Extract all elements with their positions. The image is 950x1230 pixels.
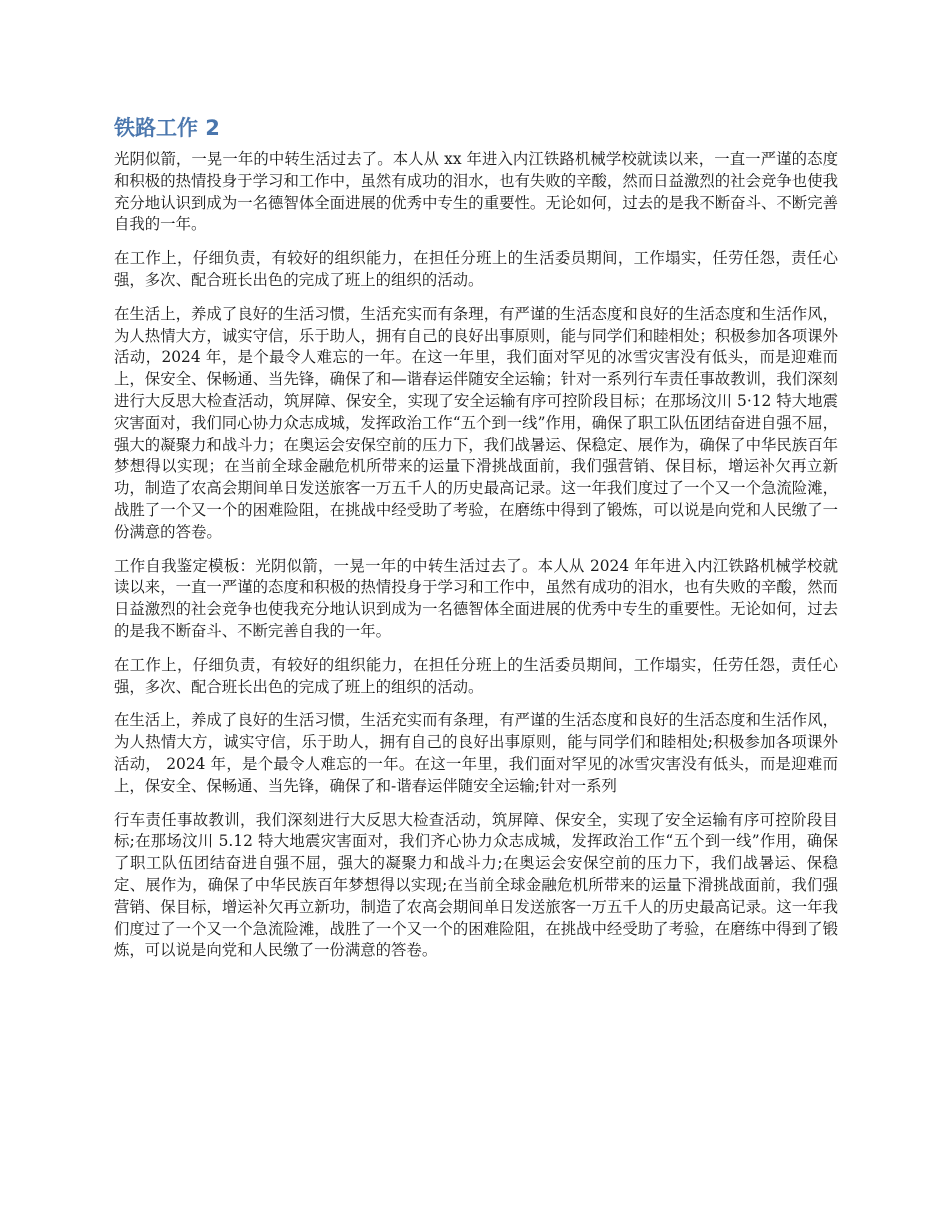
paragraph-1: 光阴似箭，一晃一年的中转生活过去了。本人从 xx 年进入内江铁路机械学校就读以来，一直一严谨的态度和积极的热情投身于学习和工作中，虽然有成功的泪水，也有失败的辛酸，然而日益激烈的社会竞争也使我充分地认识到成为一名德智体全面进展的优秀中专生的重要性。无论如何，过去的是我不断奋斗、不断完善自我的一年。 [114, 150, 838, 234]
paragraph-7: 行车责任事故教训，我们深刻进行大反思大检查活动，筑屏障、保安全，实现了安全运输有序可控阶段目标;在那场汶川 5.12 特大地震灾害面对，我们齐心协力众志成城，发挥政治工作“五个到一线”作用，确保了职工队伍团结奋进自强不屈，强大的凝聚力和战斗力;在奥运会安保空前的压力下，我们战暑运、保稳定、展作为，确保了中华民族百年梦想得以实现;在当前全球金融危机所带来的运量下滑挑战面前，我们强营销、保目标，增运补欠再立新功，制造了农高会期间单日发送旅客一万五千人的历史最高记录。这一年我们度过了一个又一个急流险滩，战胜了一个又一个的困难险阻，在挑战中经受助了考验，在磨练中得到了锻炼，可以说是向党和人民缴了一份满意的答卷。 [114, 810, 838, 960]
paragraph-6: 在生活上，养成了良好的生活习惯，生活充实而有条理，有严谨的生活态度和良好的生活态度和生活作风，为人热情大方，诚实守信，乐于助人，拥有自己的良好出事原则，能与同学们和睦相处;积极参加各项课外活动， 2024 年，是个最令人难忘的一年。在这一年里，我们面对罕见的冰雪灾害没有低头，而是迎难而上，保安全、保畅通、当先锋，确保了和-谐春运伴随安全运输;针对一系列 [114, 711, 838, 795]
document-title: 铁路工作 2 [114, 116, 220, 140]
paragraph-3: 在生活上，养成了良好的生活习惯，生活充实而有条理，有严谨的生活态度和良好的生活态度和生活作风，为人热情大方，诚实守信，乐于助人，拥有自己的良好出事原则，能与同学们和睦相处；积极参加各项课外活动，2024 年，是个最令人难忘的一年。在这一年里，我们面对罕见的冰雪灾害没有低头，而是迎难而上，保安全、保畅通、当先锋，确保了和—谐春运伴随安全运输；针对一系列行车责任事故教训，我们深刻进行大反思大检查活动，筑屏障、保安全，实现了安全运输有序可控阶段目标；在那场汶川 5·12 特大地震灾害面对，我们同心协力众志成城，发挥政治工作“五个到一线”作用，确保了职工队伍团结奋进自强不屈，强大的凝聚力和战斗力；在奥运会安保空前的压力下，我们战暑运、保稳定、展作为，确保了中华民族百年梦想得以实现；在当前全球金融危机所带来的运量下滑挑战面前，我们强营销、保目标，增运补欠再立新功，制造了农高会期间单日发送旅客一万五千人的历史最高记录。这一年我们度过了一个又一个急流险滩，战胜了一个又一个的困难险阻，在挑战中经受助了考验，在磨练中得到了锻炼，可以说是向党和人民缴了一份满意的答卷。 [114, 304, 838, 541]
paragraph-2: 在工作上，仔细负责，有较好的组织能力，在担任分班上的生活委员期间，工作塌实，任劳任怨，责任心强，多次、配合班长出色的完成了班上的组织的活动。 [114, 249, 838, 289]
paragraph-5: 在工作上，仔细负责，有较好的组织能力，在担任分班上的生活委员期间，工作塌实，任劳任怨，责任心强，多次、配合班长出色的完成了班上的组织的活动。 [114, 655, 838, 696]
paragraph-4: 工作自我鉴定模板：光阴似箭，一晃一年的中转生活过去了。本人从 2024 年年进入内江铁路机械学校就读以来，一直一严谨的态度和积极的热情投身于学习和工作中，虽然有成功的泪水，也有失败的辛酸，然而日益激烈的社会竞争也使我充分地认识到成为一名德智体全面进展的优秀中专生的重要性。无论如何，过去的是我不断奋斗、不断完善自我的一年。 [114, 556, 838, 640]
document-body [114, 113, 838, 974]
